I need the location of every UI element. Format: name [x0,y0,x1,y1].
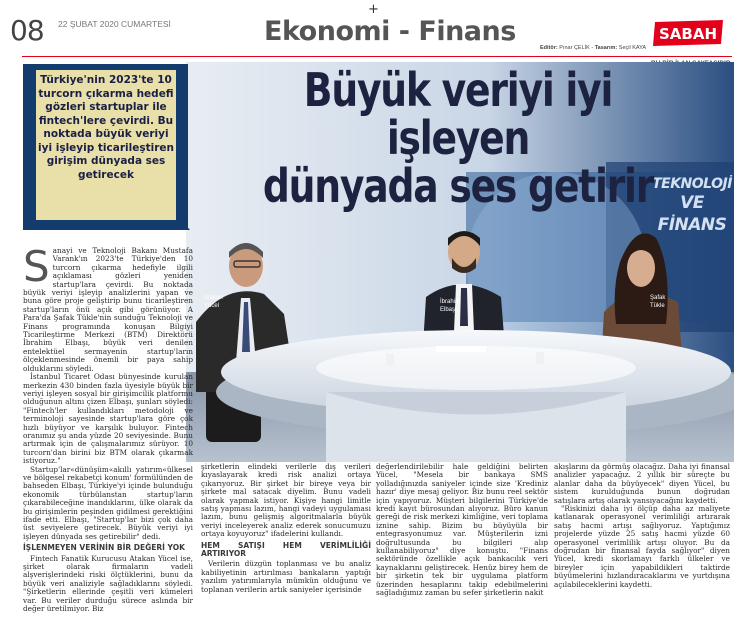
nametag-center-first: İbrahim [440,299,461,305]
subheading-2: HEM SATIŞI HEM VERİMLİLİĞİ ARTIRIYOR [201,540,371,559]
subheading-1: İŞLENMEYEN VERİNİN BİR DEĞERİ YOK [23,543,185,553]
designer-name: Seçil KAYA [618,45,647,51]
paragraph-text: anayi ve Teknoloji Bakanı Mustafa Varank'ın 2023'te Türkiye'den 10 turcorn çıkarma hedefiyle ilgili açıklaması gözleri yeniden startup'lara çevirdi. Bu noktada büyük veriyi işleyip analizlerini yapan ve buna göre proje geliştirip bunu ticarileştiren startup'ların önü açık gibi görünüyor. A Para'da Şafak Tükle'nin sunduğu Teknoloji ve Finans programında konuşan Bilgiyi Ticarileştirme Merkezi (BTM) Direktörü İbrahim Elbaşı, büyük veri denilen entelektüel sermayenin startup'ların ölçeklenmesinde önemli bir paya sahip olduklarını söyledi. [23,247,193,373]
issue-date: 22 ŞUBAT 2020 CUMARTESİ [58,19,171,29]
section-title: Ekonomi - Finans [264,16,516,47]
headline-line-1: Büyük veriyi iyi işleyen [303,63,613,165]
dropcap: S [23,247,50,291]
article-column-2 [201,463,371,625]
nametag-left-first: Atakan [204,295,223,301]
backdrop-text-2: VE FİNANS [657,193,727,235]
nametag-right [650,294,665,310]
quote-notch [176,214,190,230]
sabah-logo [651,18,727,48]
paragraph: Verilerin düzgün toplanması ve bu analiz kabiliyetinin artırılması bankaların yaptığı yazılım yatırımlarıyla mümkün olduğunu ve toplanan verilerin artık saniyeler içerisinde [201,559,371,594]
headline-line-2: dünyada ses getirir [262,159,654,213]
nametag-right-last: Tükle [650,303,665,309]
article-column-4 [554,463,730,625]
article-column-3 [376,463,548,625]
paragraph: İstanbul Ticaret Odası bünyesinde kurulan merkezin 430 binden fazla üyesiyle büyük bir veriyi işleyen sosyal bir girişimcilik platformu olduğunun altını çizen Elbaşı, şunları söyledi: "Fintech'ler kullandıkları metodoloji ve terminoloji sayesinde startup'lara göre çok hızlı büyüyor ve karşılık buluyor. Fintech oranımız şu anda yüzde 20 seviyesinde. Bunu artırmak için de çalışmalarımız sürüyor. 10 turcorn'dan birini biz BTM olarak çıkarmak istiyoruz." [23,372,193,466]
pull-quote: Türkiye'nin 2023'te 10 turcorn çıkarma hedefi gözleri startuplar ile fintech'lere çevirdi. Bu noktada büyük veriyi iyi işleyip ticarileştiren girişim dünyada ses getirecek [38,74,174,181]
nametag-left [204,294,223,310]
paragraph: değerlendirilebilir hale geldiğini belirten Yücel, "Mesela bir bankaya SMS yolladığınızda saniyeler içinde size 'Krediniz hazır' diye mesaj geliyor. Biz bunu reel sektör için yapıyoruz. Müşteri bilgilerini Türkiye'de kredi kayıt bürosundan alıyoruz. Büro kanun gereği de risk merkezi kimliğine, veri toplama iznine sahip. Bizim bu büyüyüla bir entegrasyonumuz var. Müşterilerin izni doğrultusunda bu bilgileri alıp kullanabiliyoruz" diye konuştu. "Finans sektöründe özellikle açık bankacılık veri kaynaklarını geliştirecek. Henüz birey hem de bir şirketin tek bir uygulama platform üzerinden hesaplarını takip edebilmelerini sağladığımız zaman bu sefer şirketlerin nakit [376,463,548,598]
nametag-center-last: Elbaşı [440,307,457,313]
editor-name: Pınar ÇELİK [559,45,590,51]
backdrop-text-1: TEKNOLOJİ [652,176,732,192]
editor-label: Editör: [540,45,558,51]
headline [230,63,686,213]
article-column-1 [23,247,193,625]
paragraph: şirketlerin elindeki verilerle dış verileri kıyaslayarak kredi risk analizi ortaya çıkarıyoruz. Bir şirket bir bireye veya bir şirkete mal satacak diyelim. Bunu vadeli olarak yapmak istiyor. Kişiye hangi limitle satış yapması lazım, hangi vadeyi uygulaması lazım, bunu gelişmiş algoritmalarla büyük veriyi inceleyerek analiz ederek sonucumuzu ortaya koyuyoruz" ifadelerini kullandı. [201,463,371,539]
page-number: 08 [10,14,44,47]
credits: Editör: Pınar ÇELİK - Tasarım: Seçil KAYA [540,45,647,51]
designer-label: Tasarım: [594,45,618,51]
header-divider [22,56,732,57]
paragraph: akışlarını da görmüş olacağız. Daha iyi finansal analizler yapacağız. 2 yıllık bir süreçte bu alanlar daha da büyüyecek" diyen Yücel, bu sistem kurulduğunda bunun doğrudan satışlara artış olarak yansıyacağını kaydetti. [554,463,730,505]
paragraph: Startup'lar«dünüşüm«akıllı yatırım«ülkesel ve bölgesel rekabetçi konum' formülünden de bahseden Elbaşı, Türkiye'yi içinde bulunduğu ekonomik türbülanstan startup'ların çıkarabileceğine inandıklarını, ülke olarak da bu girişimlerin peşinden gidilmesi gerektiğini ifade etti. Elbaşı, "Startup'lar bizi çok daha üst seviyelere getirecek. Büyük veriyi iyi işleyen dünyada ses getirebilir" dedi. [23,464,193,541]
nametag-left-last: Yücel [204,303,220,309]
nametag-right-first: Şafak [650,295,666,301]
nametag-center [440,298,460,314]
paragraph: "Riskinizi daha iyi ölçüp daha az maliyete katlanarak operasyonel verimliliği artırarak satış hacmi artışı sağlıyoruz. Yaptığımız projelerde yüzde 25 satış hacmi yüzde 60 operasyonel verimlilik artışı oluyor. Bu da doğrudan bir finansal fayda sağlıyor" diyen Yücel, kredi skorlamayı farklı ülkeler ve bireyler için yapabildikleri taktirde büyümelerini hızlandıracaklarını ve yurtdışına açılabileceklerini kaydetti. [554,504,730,589]
plus-mark: + [368,2,379,17]
paragraph [23,247,193,373]
paragraph: Fintech Fanatik Kurucusu Atakan Yücel ise, şirket olarak firmaların vadeli alşverişlerindeki riski ölçtüklerini, bunu da büyük veri analiziyle sağladıklarını söyledi. "Şirketlerin ellerinde çeşitli veri kümeleri var. Bu veriler durduğu sürece aslında bir değer üretilmiyor. Biz [23,553,193,614]
svg-text:SABAH: SABAH [658,25,718,43]
